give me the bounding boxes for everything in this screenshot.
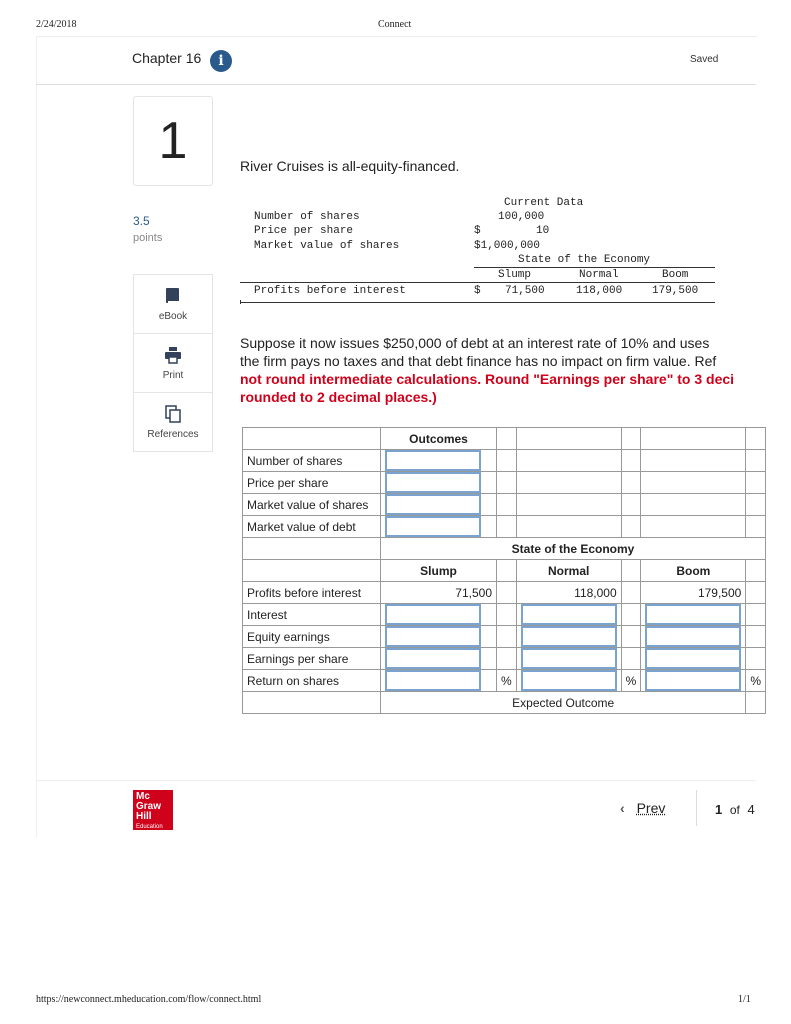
current-data-title: Current Data xyxy=(504,197,584,209)
equity-earnings-normal-input[interactable] xyxy=(521,626,617,647)
data-currency: $ xyxy=(474,285,481,297)
interest-boom-input[interactable] xyxy=(645,604,741,625)
copy-icon xyxy=(134,405,212,423)
footer-divider xyxy=(36,780,756,781)
state-label: Slump xyxy=(498,269,532,281)
ebook-button[interactable] xyxy=(133,274,213,334)
data-label: Price per share xyxy=(254,225,354,237)
print-date: 2/24/2018 xyxy=(36,19,77,30)
economy-header: State of the Economy xyxy=(381,538,766,560)
return-slump-input[interactable] xyxy=(385,670,481,691)
prev-button[interactable] xyxy=(620,800,665,816)
page-current: 1 xyxy=(715,802,723,817)
eps-boom-input[interactable] xyxy=(645,648,741,669)
book-icon xyxy=(134,287,212,305)
state-label: Normal xyxy=(579,269,619,281)
references-label: References xyxy=(147,429,199,440)
profit-value: 179,500 xyxy=(652,285,699,297)
market-value-debt-input[interactable] xyxy=(385,516,481,537)
state-header: Normal xyxy=(516,560,621,582)
eps-normal-input[interactable] xyxy=(521,648,617,669)
percent-sign: % xyxy=(621,670,641,692)
price-per-share-input[interactable] xyxy=(385,472,481,493)
data-value: 100,000 xyxy=(498,211,545,223)
row-label: Return on shares xyxy=(243,670,381,692)
page-of: of xyxy=(729,803,740,817)
references-button[interactable] xyxy=(133,392,213,452)
row-label: Profits before interest xyxy=(243,582,381,604)
print-button[interactable] xyxy=(133,333,213,393)
percent-sign: % xyxy=(746,670,766,692)
divider xyxy=(474,267,715,268)
profit-value: 118,000 xyxy=(576,285,623,297)
points-value: 3.5 xyxy=(133,214,150,228)
row-label: Market value of shares xyxy=(243,494,381,516)
outcomes-header: Outcomes xyxy=(381,428,497,450)
row-label: Equity earnings xyxy=(243,626,381,648)
expected-outcome-label: Expected Outcome xyxy=(381,692,746,714)
prev-label: Prev xyxy=(636,800,666,816)
data-label: Number of shares xyxy=(254,211,360,223)
data-value: 10 xyxy=(536,225,550,237)
equity-earnings-slump-input[interactable] xyxy=(385,626,481,647)
profit-value: 179,500 xyxy=(641,582,746,604)
percent-sign: % xyxy=(497,670,517,692)
eps-slump-input[interactable] xyxy=(385,648,481,669)
print-url: https://newconnect.mheducation.com/flow/connect.html xyxy=(36,994,262,1005)
data-label: Market value of shares xyxy=(254,240,400,252)
divider xyxy=(240,282,715,283)
divider xyxy=(240,302,715,303)
footer-separator xyxy=(696,790,697,826)
ebook-label: eBook xyxy=(158,311,188,322)
points-label: points xyxy=(133,232,163,244)
state-header: Boom xyxy=(641,560,746,582)
chevron-left-icon: ‹ xyxy=(620,800,625,816)
data-value: $1,000,000 xyxy=(474,240,541,252)
profit-value: 71,500 xyxy=(505,285,545,297)
market-value-shares-input[interactable] xyxy=(385,494,481,515)
number-of-shares-input[interactable] xyxy=(385,450,481,471)
profit-value: 118,000 xyxy=(516,582,621,604)
page-indicator[interactable] xyxy=(715,802,755,817)
mcgraw-hill-logo: Mc Graw Hill Education xyxy=(133,790,173,830)
interest-normal-input[interactable] xyxy=(521,604,617,625)
return-boom-input[interactable] xyxy=(645,670,741,691)
printer-icon xyxy=(134,346,212,364)
row-label: Number of shares xyxy=(243,450,381,472)
divider xyxy=(240,300,241,304)
state-header: Slump xyxy=(381,560,497,582)
equity-earnings-boom-input[interactable] xyxy=(645,626,741,647)
question-number: 1 xyxy=(133,96,213,186)
profits-label: Profits before interest xyxy=(254,285,406,297)
print-page-count: 1/1 xyxy=(738,994,751,1005)
return-normal-input[interactable] xyxy=(521,670,617,691)
print-label: Print xyxy=(162,370,184,381)
row-label: Market value of debt xyxy=(243,516,381,538)
economy-title: State of the Economy xyxy=(518,254,651,266)
row-label: Earnings per share xyxy=(243,648,381,670)
problem-paragraph: Suppose it now issues $250,000 of debt at an interest rate of 10% and uses the firm pays no taxes and that debt finance has no impact on firm value. Ref not round intermediate calculations. Round "Earnings per share" to 3 deci rounded to 2 decimal places.) xyxy=(240,335,735,405)
state-label: Boom xyxy=(662,269,689,281)
row-label: Price per share xyxy=(243,472,381,494)
save-status: Saved xyxy=(690,54,719,65)
answer-table xyxy=(242,427,766,714)
row-label: Interest xyxy=(243,604,381,626)
profit-value: 71,500 xyxy=(381,582,497,604)
page-total: 4 xyxy=(747,802,755,817)
problem-intro: River Cruises is all-equity-financed. xyxy=(240,158,460,174)
chapter-title: Chapter 16 xyxy=(132,50,202,66)
interest-slump-input[interactable] xyxy=(385,604,481,625)
info-icon[interactable]: i xyxy=(210,50,232,72)
data-currency: $ xyxy=(474,225,481,237)
print-title: Connect xyxy=(378,19,412,30)
